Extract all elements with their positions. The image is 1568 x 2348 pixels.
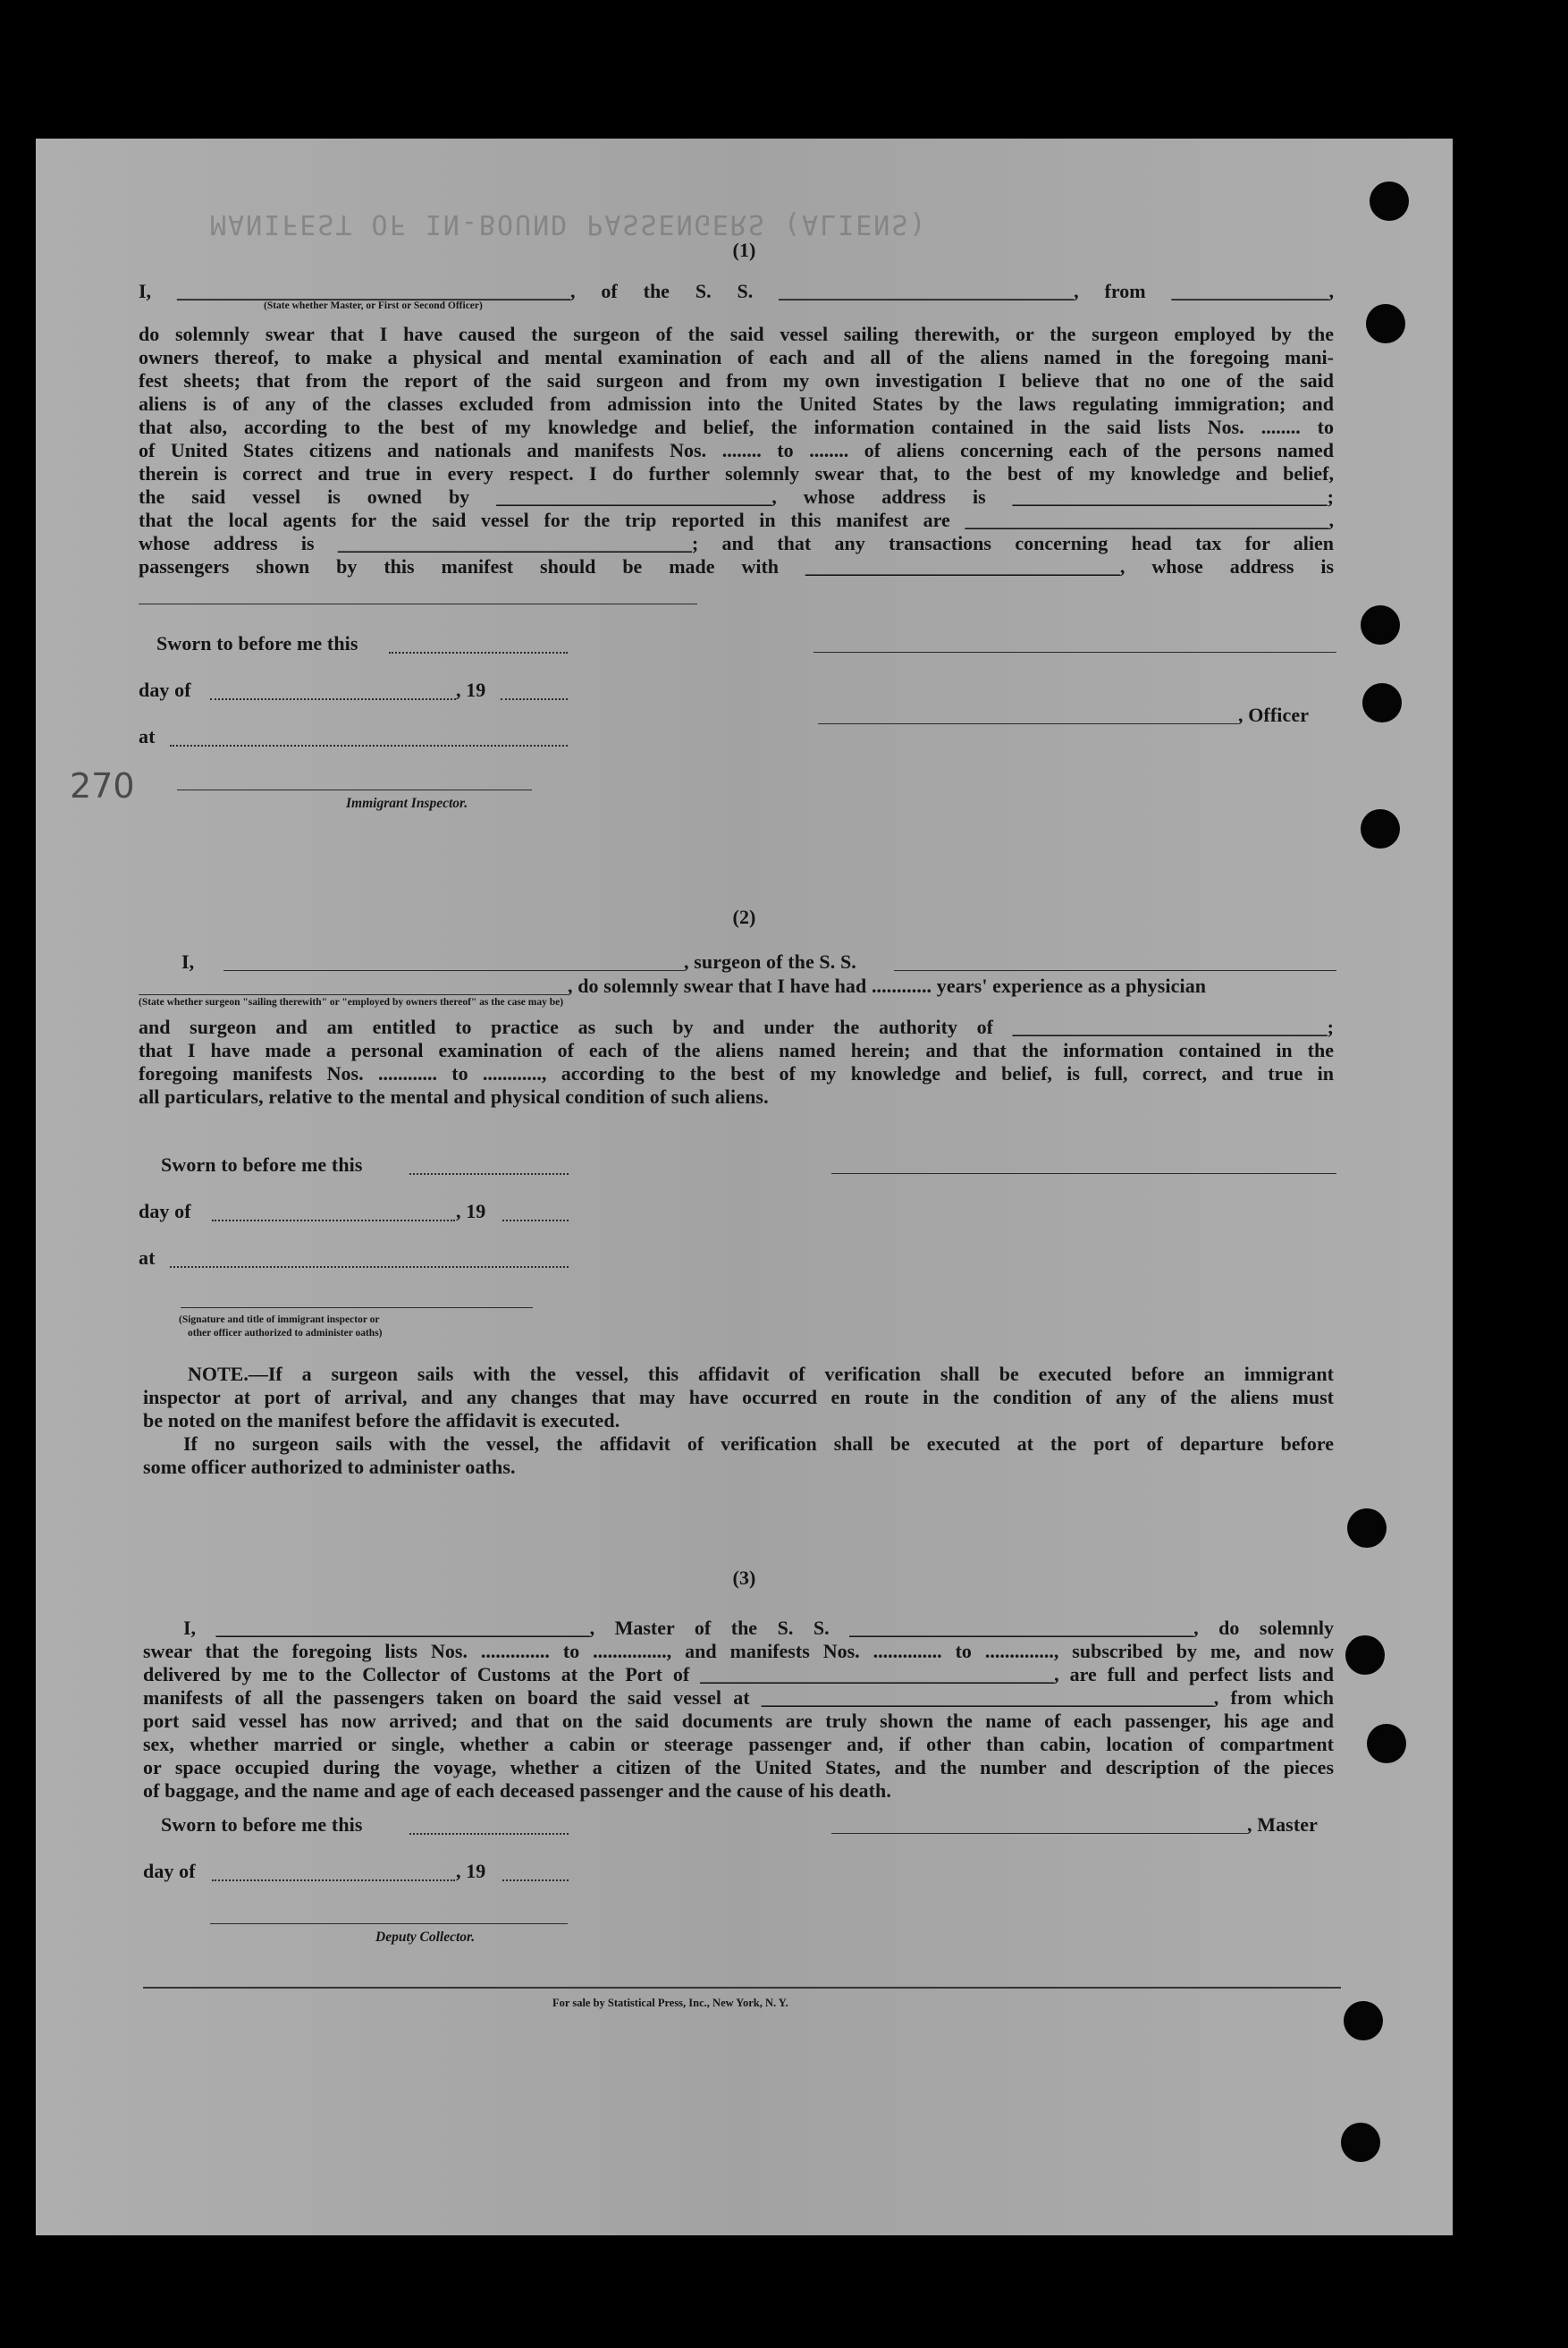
section-3-heading: (3) (732, 1567, 756, 1589)
section-2-vessel-blank (894, 970, 1336, 971)
section-2-heading: (2) (732, 906, 756, 928)
section-2-year-label: , 19 (456, 1200, 486, 1222)
section-1-sworn-label: Sworn to before me this (156, 632, 358, 655)
section-2-line-2: , do solemnly swear that I have had ............ years' experience as a physician (568, 975, 1207, 997)
binder-hole (1341, 2123, 1380, 2162)
binder-hole (1361, 605, 1400, 645)
section-3-sworn-blank (409, 1833, 569, 1835)
officer-signature-line (818, 723, 1238, 724)
section-3-day-of-label: day of (143, 1860, 196, 1882)
section-1-caption: (State whether Master, or First or Second Officer) (264, 300, 483, 311)
section-3-line-3: delivered by me to the Collector of Customs at the Port of ____________________________________, are full and perfect lists and (143, 1663, 1334, 1685)
binder-hole (1347, 1508, 1387, 1548)
section-2-day-of-label: day of (139, 1200, 191, 1222)
binder-hole (1362, 683, 1402, 722)
section-2-signature-line (831, 1173, 1336, 1174)
section-2-line-5: foregoing manifests Nos. ............ to ............, according to the best of my knowledge and belief, is full, correct, and true in (139, 1062, 1334, 1085)
note-line-2: inspector at port of arrival, and any changes that may have occurred en route in the condition of any of the aliens must (143, 1386, 1334, 1408)
section-2-year-blank (502, 1220, 569, 1221)
section-3-year-blank (502, 1879, 569, 1881)
footer-rule (143, 1987, 1341, 1989)
section-1-heading: (1) (732, 239, 756, 261)
section-3-line-2: swear that the foregoing lists Nos. .............. to ..............., and manifests Nos. .............. to .............., subscribed by me, and now (143, 1640, 1334, 1662)
deputy-collector-label: Deputy Collector. (375, 1930, 476, 1945)
section-2-sworn-blank (409, 1173, 569, 1175)
section-1-day-of-label: day of (139, 679, 191, 701)
section-3-day-blank (212, 1879, 455, 1881)
section-2-at-label: at (139, 1246, 156, 1269)
section-1-line-6: that also, according to the best of my knowledge and belief, the information contained in the said lists Nos. ........ to (139, 416, 1334, 438)
section-3-line-1: I, ______________________________________, Master of the S. S. ___________________________________, do solemnly (183, 1617, 1334, 1639)
section-1-line-5: aliens is of any of the classes excluded from admission into the United States by the laws regulating immigration; and (139, 393, 1334, 415)
section-1-day-blank (210, 698, 456, 700)
collector-signature-line (210, 1923, 568, 1924)
section-1-line-9: the said vessel is owned by ____________________________, whose address is ________________________________; (139, 486, 1334, 508)
section-2-capacity-blank (139, 994, 568, 995)
binder-hole (1345, 1635, 1385, 1675)
immigrant-inspector-label: Immigrant Inspector. (346, 796, 468, 811)
section-1-line-4: fest sheets; that from the report of the said surgeon and from my own investigation I believe that no one of the said (139, 369, 1334, 392)
section-2-day-blank (212, 1220, 455, 1221)
section-2-caption: (State whether surgeon "sailing therewith" or "employed by owners thereof" as the case may be) (139, 997, 564, 1008)
officer-label: , Officer (1238, 704, 1310, 726)
note-line-4: If no surgeon sails with the vessel, the affidavit of verification shall be executed at the port of departure before (183, 1432, 1334, 1455)
section-1-at-blank (170, 745, 568, 747)
section-1-year-label: , 19 (456, 679, 486, 701)
section-1-line-8: therein is correct and true in every respect. I do further solemnly swear that, to the best of my knowledge and belief, (139, 462, 1334, 485)
section-1-at-label: at (139, 725, 156, 747)
section-2-line-1-end: , surgeon of the S. S. (684, 950, 856, 973)
section-2-line-3: and surgeon and am entitled to practice as such by and under the authority of ________________________________; (139, 1016, 1334, 1038)
section-3-line-8: of baggage, and the name and age of each deceased passenger and the cause of his death. (143, 1779, 891, 1802)
section-3-line-7: or space occupied during the voyage, whether a citizen of the United States, and the number and description of the pieces (143, 1756, 1334, 1778)
binder-hole (1361, 809, 1400, 849)
bleed-through-title: MANIFEST OF IN-BOUND PASSENGERS (ALIENS) (210, 208, 928, 240)
section-1-line-11: whose address is ____________________________________; and that any transactions concerning head tax for alien (139, 532, 1334, 554)
section-2-at-blank (170, 1266, 569, 1268)
master-signature-line (831, 1833, 1247, 1834)
stamp-number: 270 (70, 766, 135, 806)
section-1-line-3: owners thereof, to make a physical and mental examination of each and all of the aliens named in the foregoing mani- (139, 346, 1334, 368)
section-1-line-7: of United States citizens and nationals and manifests Nos. ........ to ........ of aliens concerning each of the persons named (139, 439, 1334, 461)
section-1-line-2: do solemnly swear that I have caused the surgeon of the said vessel sailing therewith, or the surgeon employed by the (139, 323, 1334, 345)
section-2-sworn-label: Sworn to before me this (161, 1153, 363, 1176)
section-1-line-12: passengers shown by this manifest should be made with ________________________________, whose address is (139, 555, 1334, 578)
section-1-signature-line (814, 652, 1336, 653)
printer-credit: For sale by Statistical Press, Inc., New York, N. Y. (552, 1997, 788, 2009)
section-2-signature-caption-2: other officer authorized to administer oaths) (188, 1328, 383, 1339)
binder-hole (1366, 304, 1405, 343)
section-2-line-6: all particulars, relative to the mental and physical condition of such aliens. (139, 1085, 769, 1108)
section-1-year-blank (501, 698, 568, 700)
form-page (36, 139, 1453, 2235)
section-3-sworn-label: Sworn to before me this (161, 1813, 363, 1836)
section-1-line-1: I, ________________________________________, of the S. S. ______________________________, from ________________, (139, 280, 1334, 302)
section-2-inspector-line (181, 1307, 533, 1308)
section-3-line-5: port said vessel has now arrived; and that on the said documents are truly shown the name of each passenger, his age and (143, 1710, 1334, 1732)
section-2-signature-caption-1: (Signature and title of immigrant inspector or (179, 1314, 380, 1325)
note-line-5: some officer authorized to administer oaths. (143, 1456, 516, 1478)
binder-hole (1367, 1724, 1406, 1763)
section-3-line-6: sex, whether married or single, whether a cabin or steerage passenger and, if other than cabin, location of compartment (143, 1733, 1334, 1755)
note-line-1: NOTE.—If a surgeon sails with the vessel, this affidavit of verification shall be executed before an immigrant (188, 1363, 1334, 1385)
section-2-line-1-start: I, (181, 950, 195, 973)
master-label: , Master (1247, 1813, 1318, 1836)
binder-hole (1370, 182, 1409, 221)
section-3-line-4: manifests of all the passengers taken on board the said vessel at ______________________________________________, from which (143, 1686, 1334, 1709)
section-1-line-10: that the local agents for the said vessel for the trip reported in this manifest are _____________________________________, (139, 509, 1334, 531)
section-2-line-4: that I have made a personal examination of each of the aliens named herein; and that the information contained in the (139, 1039, 1334, 1061)
binder-hole (1344, 2001, 1383, 2040)
section-1-sworn-blank (389, 652, 568, 654)
note-line-3: be noted on the manifest before the affidavit is executed. (143, 1409, 620, 1432)
section-2-name-blank (223, 970, 684, 971)
section-3-year-label: , 19 (456, 1860, 486, 1882)
